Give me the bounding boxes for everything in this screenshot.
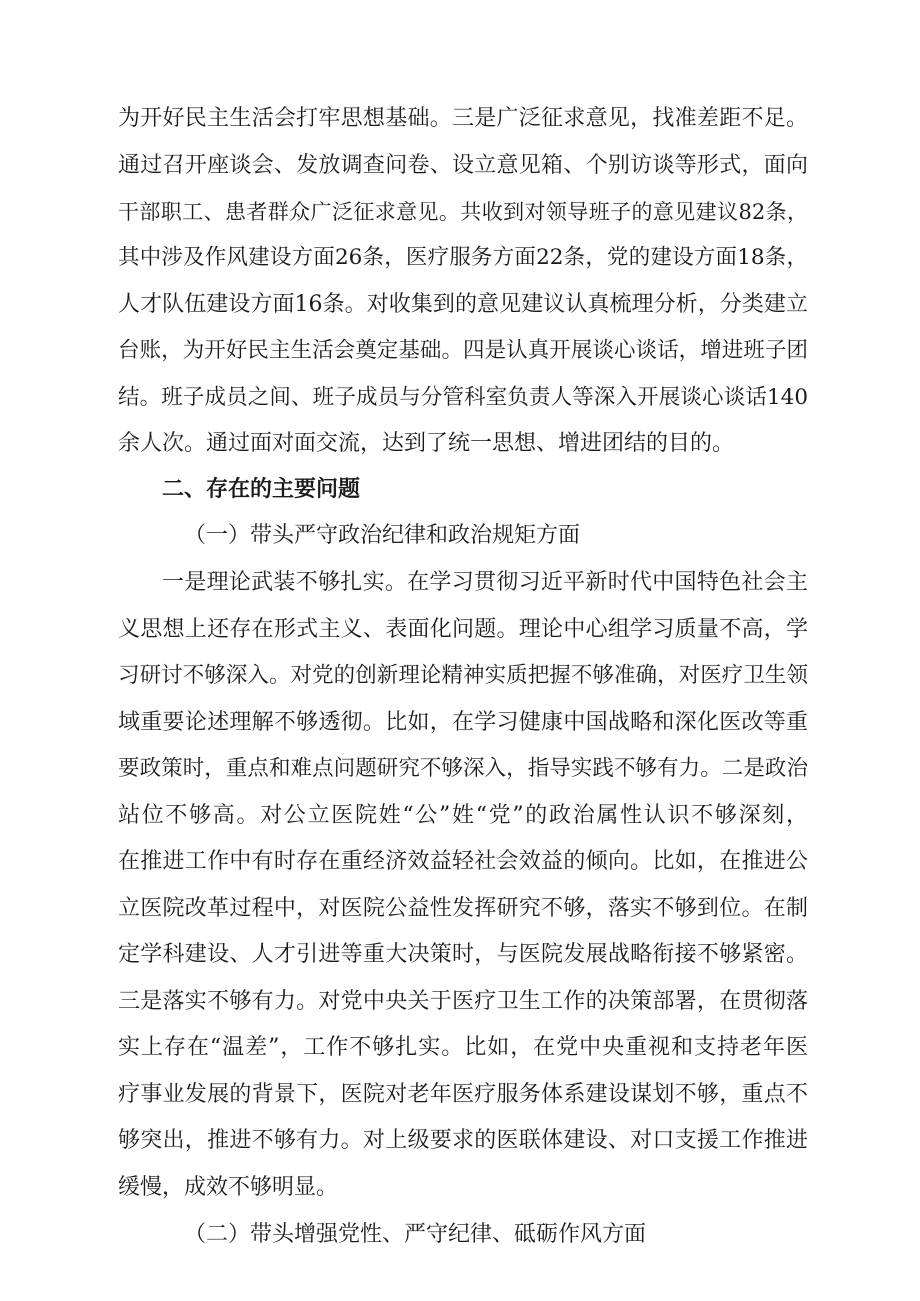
paragraph-line: 一是理论武装不够扎实。在学习贯彻习近平新时代中国特色社会主 bbox=[162, 570, 808, 595]
paragraph-line: 其中涉及作风建设方面26条，医疗服务方面22条，党的建设方面18条， bbox=[118, 245, 808, 270]
paragraph-line: 三是落实不够有力。对党中央关于医疗卫生工作的决策部署，在贯彻落 bbox=[118, 989, 808, 1014]
paragraph-line: 义思想上还存在形式主义、表面化问题。理论中心组学习质量不高，学 bbox=[118, 617, 808, 642]
paragraph-line: 余人次。通过面对面交流，达到了统一思想、增进团结的目的。 bbox=[118, 431, 735, 456]
paragraph-line: 结。班子成员之间、班子成员与分管科室负责人等深入开展谈心谈话140 bbox=[118, 385, 808, 410]
paragraph-line: 定学科建设、人才引进等重大决策时，与医院发展战略衔接不够紧密。 bbox=[118, 942, 808, 967]
paragraph-line: 够突出，推进不够有力。对上级要求的医联体建设、对口支援工作推进 bbox=[118, 1128, 808, 1153]
paragraph-line: 通过召开座谈会、发放调查问卷、设立意见箱、个别访谈等形式，面向 bbox=[118, 153, 808, 178]
paragraph-line: 在推进工作中有时存在重经济效益轻社会效益的倾向。比如，在推进公 bbox=[118, 849, 808, 874]
paragraph-line: 疗事业发展的背景下，医院对老年医疗服务体系建设谋划不够，重点不 bbox=[118, 1082, 808, 1107]
paragraph-line: 域重要论述理解不够透彻。比如，在学习健康中国战略和深化医改等重 bbox=[118, 710, 808, 735]
paragraph-line: 人才队伍建设方面16条。对收集到的意见建议认真梳理分析，分类建立 bbox=[118, 292, 808, 317]
subsection-heading: （二）带头增强党性、严守纪律、砥砺作风方面 bbox=[184, 1222, 647, 1247]
paragraph-line: 立医院改革过程中，对医院公益性发挥研究不够，落实不够到位。在制 bbox=[118, 896, 808, 921]
paragraph-line: 台账，为开好民主生活会奠定基础。四是认真开展谈心谈话，增进班子团 bbox=[118, 338, 808, 363]
paragraph-line: 习研讨不够深入。对党的创新理论精神实质把握不够准确，对医疗卫生领 bbox=[118, 663, 808, 688]
section-heading: 二、存在的主要问题 bbox=[162, 477, 361, 502]
paragraph-line: 实上存在“温差”，工作不够扎实。比如，在党中央重视和支持老年医 bbox=[118, 1035, 808, 1060]
paragraph-line: 干部职工、患者群众广泛征求意见。共收到对领导班子的意见建议82条， bbox=[118, 200, 808, 224]
paragraph-line: 为开好民主生活会打牢思想基础。三是广泛征求意见，找准差距不足。 bbox=[118, 106, 808, 131]
paragraph-line: 要政策时，重点和难点问题研究不够深入，指导实践不够有力。二是政治 bbox=[118, 756, 808, 781]
subsection-heading: （一）带头严守政治纪律和政治规矩方面 bbox=[184, 523, 581, 548]
paragraph-line: 站位不够高。对公立医院姓“公”姓“党”的政治属性认识不够深刻， bbox=[118, 803, 808, 828]
paragraph-line: 缓慢，成效不够明显。 bbox=[118, 1175, 339, 1200]
